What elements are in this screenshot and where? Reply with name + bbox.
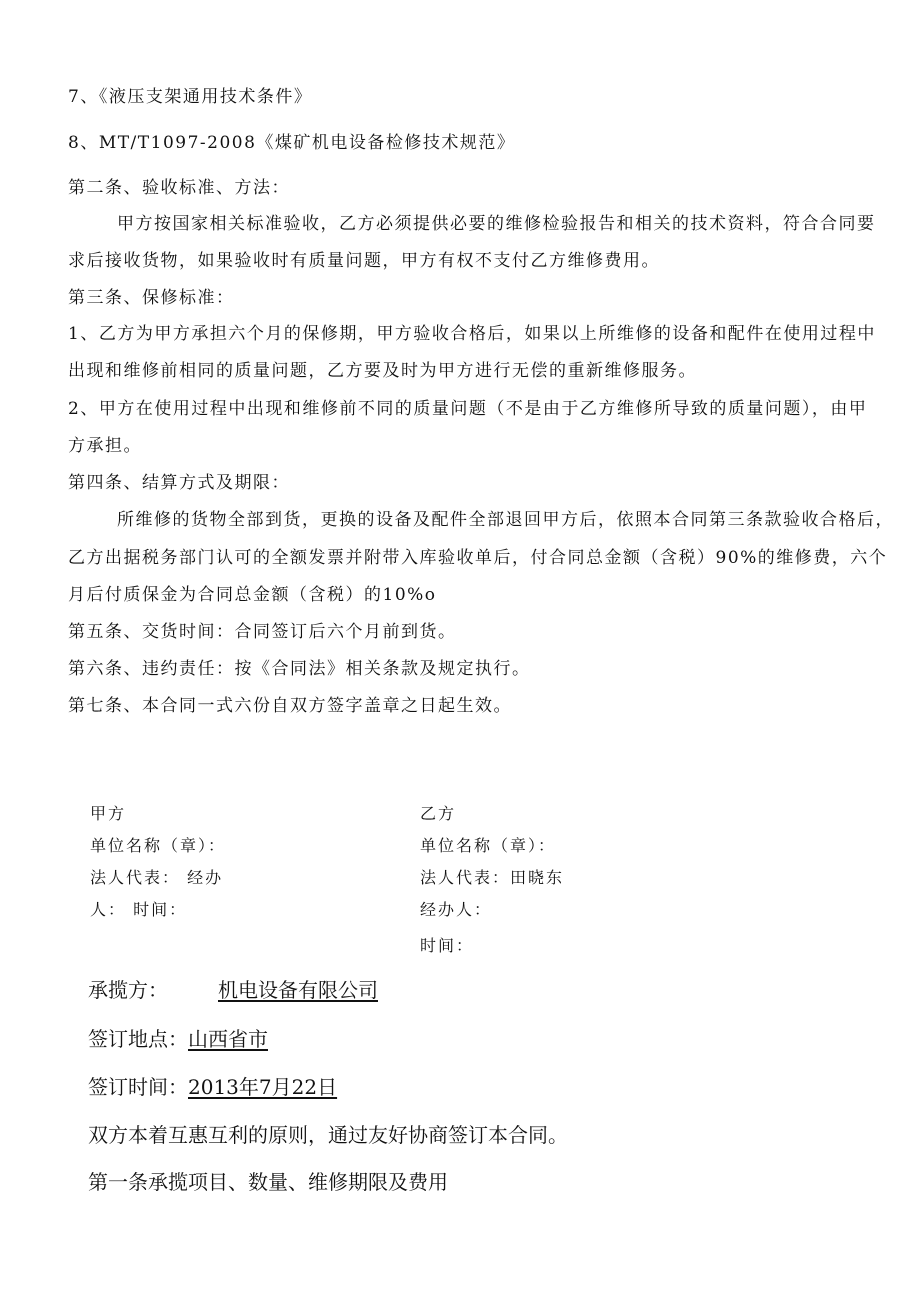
location-value: 山西省市	[188, 1027, 268, 1051]
clause-line: 所维修的货物全部到货，更换的设备及配件全部退回甲方后，依照本合同第三条款验收合格后，	[117, 510, 894, 530]
contractor-name: 机电设备有限公司	[218, 978, 378, 1002]
party-a-unit: 单位名称（章）：	[90, 836, 227, 855]
article-1-heading: 第一条承揽项目、数量、维修期限及费用	[88, 1170, 448, 1194]
contractor-row	[88, 976, 378, 1004]
section-heading: 第六条、违约责任：按《合同法》相关条款及规定执行。	[68, 659, 531, 679]
party-b-handler: 经办人：	[420, 900, 493, 919]
section-heading: 第五条、交货时间：合同签订后六个月前到货。	[68, 622, 457, 642]
date-label: 签订时间：	[88, 1075, 188, 1099]
party-b-title: 乙方	[420, 804, 457, 823]
party-b-time: 时间：	[420, 936, 475, 955]
party-b-unit: 单位名称（章）：	[420, 836, 557, 855]
section-heading: 第七条、本合同一式六份自双方签字盖章之日起生效。	[68, 696, 512, 716]
party-a-rep: 法人代表： 经办	[90, 868, 224, 887]
location-row	[88, 1025, 268, 1053]
clause-line: 7、《液压支架通用技术条件》	[68, 87, 313, 107]
section-heading: 第三条、保修标准：	[68, 288, 235, 308]
section-heading: 第二条、验收标准、方法：	[68, 178, 290, 198]
clause-line: 8、MT/T1097-2008《煤矿机电设备检修技术规范》	[68, 133, 516, 153]
clause-line: 出现和维修前相同的质量问题，乙方要及时为甲方进行无偿的重新维修服务。	[68, 361, 697, 381]
clause-line: 乙方出据税务部门认可的全额发票并附带入库验收单后，付合同总金额（含税）90%的维修费，六个	[68, 548, 888, 568]
section-heading: 第四条、结算方式及期限：	[68, 473, 290, 493]
intro-text: 双方本着互惠互利的原则，通过友好协商签订本合同。	[88, 1123, 568, 1147]
party-b-rep: 法人代表：田晓东	[420, 868, 565, 887]
party-a-title: 甲方	[90, 804, 127, 823]
clause-line: 甲方按国家相关标准验收，乙方必须提供必要的维修检验报告和相关的技术资料，符合合同要	[117, 214, 876, 234]
contractor-label: 承揽方：	[88, 978, 168, 1002]
location-label: 签订地点：	[88, 1027, 188, 1051]
clause-line: 1、乙方为甲方承担六个月的保修期，甲方验收合格后，如果以上所维修的设备和配件在使用过程中	[68, 324, 876, 344]
date-row	[88, 1073, 337, 1101]
clause-line: 2、甲方在使用过程中出现和维修前不同的质量问题（不是由于乙方维修所导致的质量问题），由甲	[68, 399, 868, 419]
clause-line: 求后接收货物，如果验收时有质量问题，甲方有权不支付乙方维修费用。	[68, 251, 660, 271]
clause-line: 方承担。	[68, 436, 142, 456]
clause-line: 月后付质保金为合同总金额（含税）的10%o	[68, 585, 437, 605]
date-value: 2013年7月22日	[188, 1075, 338, 1099]
party-a-time: 人： 时间：	[90, 900, 188, 919]
